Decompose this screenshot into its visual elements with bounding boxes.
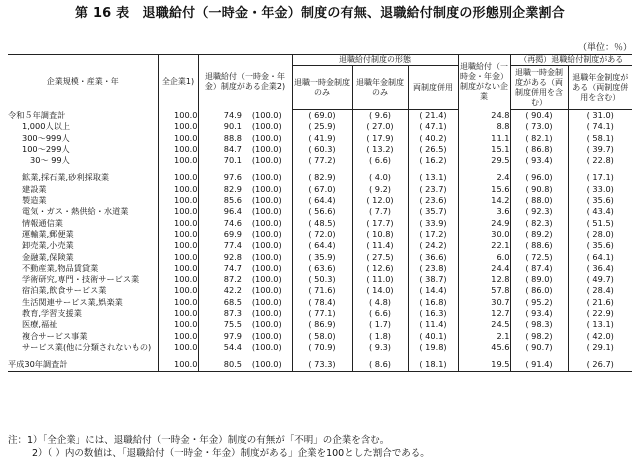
row-label: 金融業,保険業 <box>22 251 74 262</box>
cell-lump-incl: ( 93.4) <box>510 155 568 166</box>
cell-no-plan: 24.5 <box>458 319 510 330</box>
cell-all: 100.0 <box>158 342 198 353</box>
cell-pension-incl: ( 22.8) <box>568 155 632 166</box>
cell-all: 100.0 <box>158 195 198 206</box>
cell-lump-incl: ( 86.8) <box>510 144 568 155</box>
cell-lump-only: ( 72.0) <box>292 229 352 240</box>
footnote-1: 注：1）「全企業」には、退職給付（一時金・年金）制度の有無が「不明」の企業を含む。 <box>8 435 390 446</box>
cell-lump-incl: ( 91.4) <box>510 359 568 371</box>
cell-lump-incl: ( 72.5) <box>510 252 568 263</box>
cell-has-plan: 80.5 <box>198 359 242 371</box>
cell-all: 100.0 <box>158 172 198 183</box>
cell-pension-incl: ( 13.1) <box>568 319 632 330</box>
table-row <box>8 155 632 166</box>
row-label: 医療,福祉 <box>22 319 58 330</box>
cell-has-plan: 87.2 <box>198 274 242 285</box>
table-row <box>8 297 632 308</box>
header-pension-incl: 退職年金制度がある（両制度併用を含む） <box>568 66 632 110</box>
table-row <box>8 263 632 274</box>
table-row <box>8 218 632 229</box>
cell-no-plan: 19.5 <box>458 359 510 371</box>
row-label: 卸売業,小売業 <box>22 240 74 251</box>
cell-has-plan-base: (100.0) <box>251 285 282 296</box>
cell-lump-only: ( 48.5) <box>292 218 352 229</box>
cell-pension-only: ( 4.0) <box>352 172 408 183</box>
cell-no-plan: 14.2 <box>458 195 510 206</box>
cell-all: 100.0 <box>158 133 198 144</box>
cell-lump-incl: ( 88.0) <box>510 195 568 206</box>
cell-all: 100.0 <box>158 252 198 263</box>
row-label: 鉱業,採石業,砂利採取業 <box>22 172 110 183</box>
cell-pension-only: ( 27.0) <box>352 121 408 132</box>
cell-pension-only: ( 27.5) <box>352 252 408 263</box>
cell-both: ( 26.5) <box>408 144 458 155</box>
table-row <box>8 319 632 330</box>
cell-lump-only: ( 50.3) <box>292 274 352 285</box>
row-label: 不動産業,物品賃貸業 <box>22 262 99 273</box>
cell-lump-incl: ( 86.0) <box>510 285 568 296</box>
cell-lump-only: ( 25.9) <box>292 121 352 132</box>
cell-all: 100.0 <box>158 359 198 371</box>
cell-no-plan: 12.8 <box>458 274 510 285</box>
table-row <box>8 274 632 285</box>
row-label: 複合サービス事業 <box>22 330 88 341</box>
row-label: 生活関連サービス業,娯楽業 <box>22 296 123 307</box>
cell-both: ( 23.7) <box>408 184 458 195</box>
cell-pension-incl: ( 26.7) <box>568 359 632 371</box>
header-lump-only: 退職一時金制度のみ <box>292 66 352 110</box>
header-pension-only: 退職年金制度のみ <box>352 66 408 110</box>
cell-lump-incl: ( 89.2) <box>510 229 568 240</box>
cell-lump-incl: ( 90.7) <box>510 342 568 353</box>
table-row <box>8 308 632 319</box>
cell-no-plan: 12.7 <box>458 308 510 319</box>
table-title: 第 16 表 退職給付（一時金・年金）制度の有無、退職給付制度の形態別企業割合 <box>75 6 565 21</box>
cell-pension-incl: ( 39.7) <box>568 144 632 155</box>
table-row <box>8 184 632 195</box>
cell-pension-incl: ( 42.0) <box>568 331 632 342</box>
cell-has-plan: 75.5 <box>198 319 242 330</box>
cell-lump-only: ( 82.9) <box>292 172 352 183</box>
cell-has-plan-base: (100.0) <box>251 262 282 273</box>
cell-pension-incl: ( 29.1) <box>568 342 632 353</box>
row-label: 運輸業,郵便業 <box>22 228 74 239</box>
cell-lump-incl: ( 93.4) <box>510 308 568 319</box>
cell-has-plan: 70.1 <box>198 155 242 166</box>
cell-pension-incl: ( 64.1) <box>568 252 632 263</box>
cell-has-plan: 87.3 <box>198 308 242 319</box>
cell-pension-only: ( 12.0) <box>352 195 408 206</box>
cell-lump-only: ( 77.2) <box>292 155 352 166</box>
cell-lump-incl: ( 90.8) <box>510 184 568 195</box>
cell-both: ( 33.9) <box>408 218 458 229</box>
table-row <box>8 133 632 144</box>
cell-no-plan: 24.8 <box>458 110 510 122</box>
data-table <box>8 54 632 372</box>
table-row <box>8 240 632 251</box>
header-form-group: 退職給付制度の形態 <box>292 55 458 66</box>
cell-has-plan-base: (100.0) <box>251 121 282 132</box>
cell-lump-only: ( 67.0) <box>292 184 352 195</box>
cell-both: ( 13.1) <box>408 172 458 183</box>
cell-lump-only: ( 35.9) <box>292 252 352 263</box>
cell-both: ( 21.4) <box>408 110 458 122</box>
cell-lump-incl: ( 87.4) <box>510 263 568 274</box>
cell-has-plan: 90.1 <box>198 121 242 132</box>
row-label: 電気・ガス・熱供給・水道業 <box>22 206 129 217</box>
cell-lump-incl: ( 95.2) <box>510 297 568 308</box>
cell-lump-incl: ( 90.4) <box>510 110 568 122</box>
cell-lump-only: ( 69.0) <box>292 110 352 122</box>
cell-no-plan: 57.8 <box>458 285 510 296</box>
unit-label: （単位：％） <box>577 43 632 53</box>
cell-has-plan: 42.2 <box>198 285 242 296</box>
table-row <box>8 195 632 206</box>
cell-pension-incl: ( 35.6) <box>568 240 632 251</box>
table-row <box>8 252 632 263</box>
cell-lump-only: ( 56.6) <box>292 206 352 217</box>
row-label: 令和５年調査計 <box>8 109 66 120</box>
cell-lump-only: ( 86.9) <box>292 319 352 330</box>
cell-all: 100.0 <box>158 229 198 240</box>
cell-has-plan: 85.6 <box>198 195 242 206</box>
cell-pension-incl: ( 36.4) <box>568 263 632 274</box>
table-row <box>8 342 632 353</box>
cell-both: ( 23.8) <box>408 263 458 274</box>
cell-has-plan-base: (100.0) <box>251 308 282 319</box>
cell-pension-only: ( 8.6) <box>352 359 408 371</box>
cell-no-plan: 11.1 <box>458 133 510 144</box>
cell-lump-only: ( 64.4) <box>292 240 352 251</box>
cell-all: 100.0 <box>158 155 198 166</box>
cell-lump-incl: ( 98.2) <box>510 331 568 342</box>
table-row <box>8 229 632 240</box>
cell-pension-only: ( 6.6) <box>352 308 408 319</box>
cell-all: 100.0 <box>158 144 198 155</box>
cell-has-plan-base: (100.0) <box>251 296 282 307</box>
cell-pension-incl: ( 28.0) <box>568 229 632 240</box>
cell-lump-only: ( 41.9) <box>292 133 352 144</box>
cell-has-plan: 77.4 <box>198 240 242 251</box>
cell-all: 100.0 <box>158 184 198 195</box>
cell-pension-only: ( 9.6) <box>352 110 408 122</box>
cell-has-plan-base: (100.0) <box>242 359 292 371</box>
row-label: 1,000人以上 <box>22 121 71 132</box>
cell-no-plan: 15.1 <box>458 144 510 155</box>
cell-pension-only: ( 12.6) <box>352 263 408 274</box>
cell-pension-incl: ( 43.4) <box>568 206 632 217</box>
cell-no-plan: 30.0 <box>458 229 510 240</box>
cell-all: 100.0 <box>158 285 198 296</box>
cell-pension-incl: ( 21.6) <box>568 297 632 308</box>
cell-has-plan-base: (100.0) <box>251 330 282 341</box>
row-label: 100～299人 <box>22 143 70 154</box>
row-label: 300～999人 <box>22 132 70 143</box>
cell-no-plan: 30.7 <box>458 297 510 308</box>
cell-both: ( 14.4) <box>408 285 458 296</box>
cell-has-plan: 92.8 <box>198 252 242 263</box>
cell-no-plan: 2.4 <box>458 172 510 183</box>
cell-pension-incl: ( 22.9) <box>568 308 632 319</box>
cell-pension-incl: ( 28.4) <box>568 285 632 296</box>
table-row <box>8 144 632 155</box>
cell-has-plan: 84.7 <box>198 144 242 155</box>
cell-lump-incl: ( 82.3) <box>510 218 568 229</box>
cell-pension-only: ( 4.8) <box>352 297 408 308</box>
cell-no-plan: 8.8 <box>458 121 510 132</box>
cell-has-plan-base: (100.0) <box>251 155 282 166</box>
cell-all: 100.0 <box>158 297 198 308</box>
cell-all: 100.0 <box>158 240 198 251</box>
table-row <box>8 206 632 217</box>
cell-lump-only: ( 58.0) <box>292 331 352 342</box>
row-label: 宿泊業,飲食サービス業 <box>22 285 107 296</box>
cell-both: ( 16.2) <box>408 155 458 166</box>
cell-has-plan: 82.9 <box>198 184 242 195</box>
cell-lump-only: ( 71.6) <box>292 285 352 296</box>
row-label: サービス業(他に分類されないもの) <box>22 341 152 352</box>
cell-lump-incl: ( 92.3) <box>510 206 568 217</box>
cell-pension-incl: ( 17.1) <box>568 172 632 183</box>
table-row <box>8 121 632 132</box>
cell-has-plan-base: (100.0) <box>251 195 282 206</box>
cell-no-plan: 24.4 <box>458 263 510 274</box>
cell-has-plan: 54.4 <box>198 342 242 353</box>
cell-has-plan-base: (100.0) <box>251 206 282 217</box>
cell-pension-only: ( 17.7) <box>352 218 408 229</box>
cell-both: ( 40.1) <box>408 331 458 342</box>
cell-both: ( 24.2) <box>408 240 458 251</box>
cell-both: ( 16.3) <box>408 308 458 319</box>
cell-both: ( 17.2) <box>408 229 458 240</box>
cell-has-plan: 96.4 <box>198 206 242 217</box>
footnotes <box>8 434 430 460</box>
cell-all: 100.0 <box>158 331 198 342</box>
cell-has-plan: 74.6 <box>198 218 242 229</box>
row-label: 教育,学習支援業 <box>22 308 82 319</box>
cell-all: 100.0 <box>158 121 198 132</box>
cell-lump-incl: ( 98.3) <box>510 319 568 330</box>
row-label: 平成30年調査計 <box>8 359 158 371</box>
cell-both: ( 36.6) <box>408 252 458 263</box>
cell-pension-incl: ( 74.1) <box>568 121 632 132</box>
cell-has-plan-base: (100.0) <box>251 341 282 352</box>
cell-all: 100.0 <box>158 206 198 217</box>
cell-lump-only: ( 60.3) <box>292 144 352 155</box>
cell-lump-only: ( 73.3) <box>292 359 352 371</box>
cell-has-plan: 97.6 <box>198 172 242 183</box>
cell-lump-incl: ( 73.0) <box>510 121 568 132</box>
cell-pension-incl: ( 49.7) <box>568 274 632 285</box>
cell-has-plan-base: (100.0) <box>251 132 282 143</box>
table-row <box>8 359 632 371</box>
cell-pension-incl: ( 58.1) <box>568 133 632 144</box>
cell-has-plan-base: (100.0) <box>251 183 282 194</box>
table-row <box>8 285 632 296</box>
cell-both: ( 38.7) <box>408 274 458 285</box>
cell-lump-only: ( 70.9) <box>292 342 352 353</box>
row-label: 情報通信業 <box>22 217 63 228</box>
header-all: 全企業1) <box>158 55 198 110</box>
cell-no-plan: 15.6 <box>458 184 510 195</box>
cell-pension-incl: ( 51.5) <box>568 218 632 229</box>
cell-no-plan: 29.5 <box>458 155 510 166</box>
cell-pension-only: ( 1.8) <box>352 331 408 342</box>
cell-has-plan-base: (100.0) <box>251 251 282 262</box>
cell-has-plan-base: (100.0) <box>251 172 282 183</box>
cell-no-plan: 24.9 <box>458 218 510 229</box>
cell-has-plan-base: (100.0) <box>251 228 282 239</box>
cell-pension-only: ( 7.7) <box>352 206 408 217</box>
cell-has-plan-base: (100.0) <box>251 240 282 251</box>
cell-pension-only: ( 13.2) <box>352 144 408 155</box>
cell-no-plan: 45.6 <box>458 342 510 353</box>
cell-pension-only: ( 6.6) <box>352 155 408 166</box>
cell-pension-only: ( 14.0) <box>352 285 408 296</box>
cell-pension-only: ( 9.2) <box>352 184 408 195</box>
cell-has-plan: 74.7 <box>198 263 242 274</box>
cell-lump-incl: ( 96.0) <box>510 172 568 183</box>
cell-has-plan: 69.9 <box>198 229 242 240</box>
cell-pension-only: ( 1.7) <box>352 319 408 330</box>
cell-has-plan: 68.5 <box>198 297 242 308</box>
cell-lump-only: ( 63.6) <box>292 263 352 274</box>
cell-all: 100.0 <box>158 218 198 229</box>
header-has-plan: 退職給付（一時金・年金）制度がある企業2) <box>198 55 292 110</box>
row-label: 製造業 <box>22 195 47 206</box>
cell-pension-only: ( 11.4) <box>352 240 408 251</box>
cell-both: ( 19.8) <box>408 342 458 353</box>
cell-has-plan-base: (100.0) <box>251 319 282 330</box>
cell-has-plan-base: (100.0) <box>251 109 282 120</box>
cell-both: ( 11.4) <box>408 319 458 330</box>
cell-all: 100.0 <box>158 274 198 285</box>
cell-lump-only: ( 77.1) <box>292 308 352 319</box>
cell-pension-only: ( 11.0) <box>352 274 408 285</box>
cell-both: ( 35.7) <box>408 206 458 217</box>
cell-has-plan: 97.9 <box>198 331 242 342</box>
table-row <box>8 172 632 183</box>
cell-no-plan: 3.6 <box>458 206 510 217</box>
cell-both: ( 40.2) <box>408 133 458 144</box>
cell-lump-only: ( 64.4) <box>292 195 352 206</box>
cell-has-plan-base: (100.0) <box>251 274 282 285</box>
cell-pension-only: ( 9.3) <box>352 342 408 353</box>
header-no-plan: 退職給付（一時金・年金）制度がない企業 <box>458 55 510 110</box>
cell-no-plan: 22.1 <box>458 240 510 251</box>
table-row <box>8 331 632 342</box>
cell-pension-only: ( 17.9) <box>352 133 408 144</box>
footnote-2: 2）（ ）内の数値は、「退職給付（一時金・年金）制度がある」企業を100とした割合である。 <box>32 448 430 459</box>
row-label: 建設業 <box>22 183 47 194</box>
cell-pension-incl: ( 33.0) <box>568 184 632 195</box>
table-row <box>8 110 632 122</box>
cell-both: ( 23.6) <box>408 195 458 206</box>
row-label: 30～ 99人 <box>30 155 70 166</box>
cell-lump-only: ( 78.4) <box>292 297 352 308</box>
cell-all: 100.0 <box>158 110 198 122</box>
cell-both: ( 16.8) <box>408 297 458 308</box>
cell-both: ( 18.1) <box>408 359 458 371</box>
cell-pension-only: ( 10.8) <box>352 229 408 240</box>
cell-no-plan: 6.0 <box>458 252 510 263</box>
cell-lump-incl: ( 82.1) <box>510 133 568 144</box>
cell-has-plan-base: (100.0) <box>251 143 282 154</box>
cell-pension-incl: ( 31.0) <box>568 110 632 122</box>
cell-all: 100.0 <box>158 263 198 274</box>
cell-both: ( 47.1) <box>408 121 458 132</box>
row-label: 学術研究,専門・技術サービス業 <box>22 274 140 285</box>
cell-all: 100.0 <box>158 308 198 319</box>
cell-pension-incl: ( 35.6) <box>568 195 632 206</box>
header-category: 企業規模・産業・年 <box>46 77 119 87</box>
cell-no-plan: 2.1 <box>458 331 510 342</box>
cell-lump-incl: ( 88.6) <box>510 240 568 251</box>
header-both: 両制度併用 <box>408 66 458 110</box>
header-lump-incl: 退職一時金制度がある（両制度併用を含む） <box>510 66 568 110</box>
cell-all: 100.0 <box>158 319 198 330</box>
cell-has-plan-base: (100.0) <box>251 217 282 228</box>
cell-has-plan: 74.9 <box>198 110 242 122</box>
header-repost-group: （再掲）退職給付制度がある <box>510 55 632 66</box>
cell-lump-incl: ( 89.0) <box>510 274 568 285</box>
cell-has-plan: 88.8 <box>198 133 242 144</box>
